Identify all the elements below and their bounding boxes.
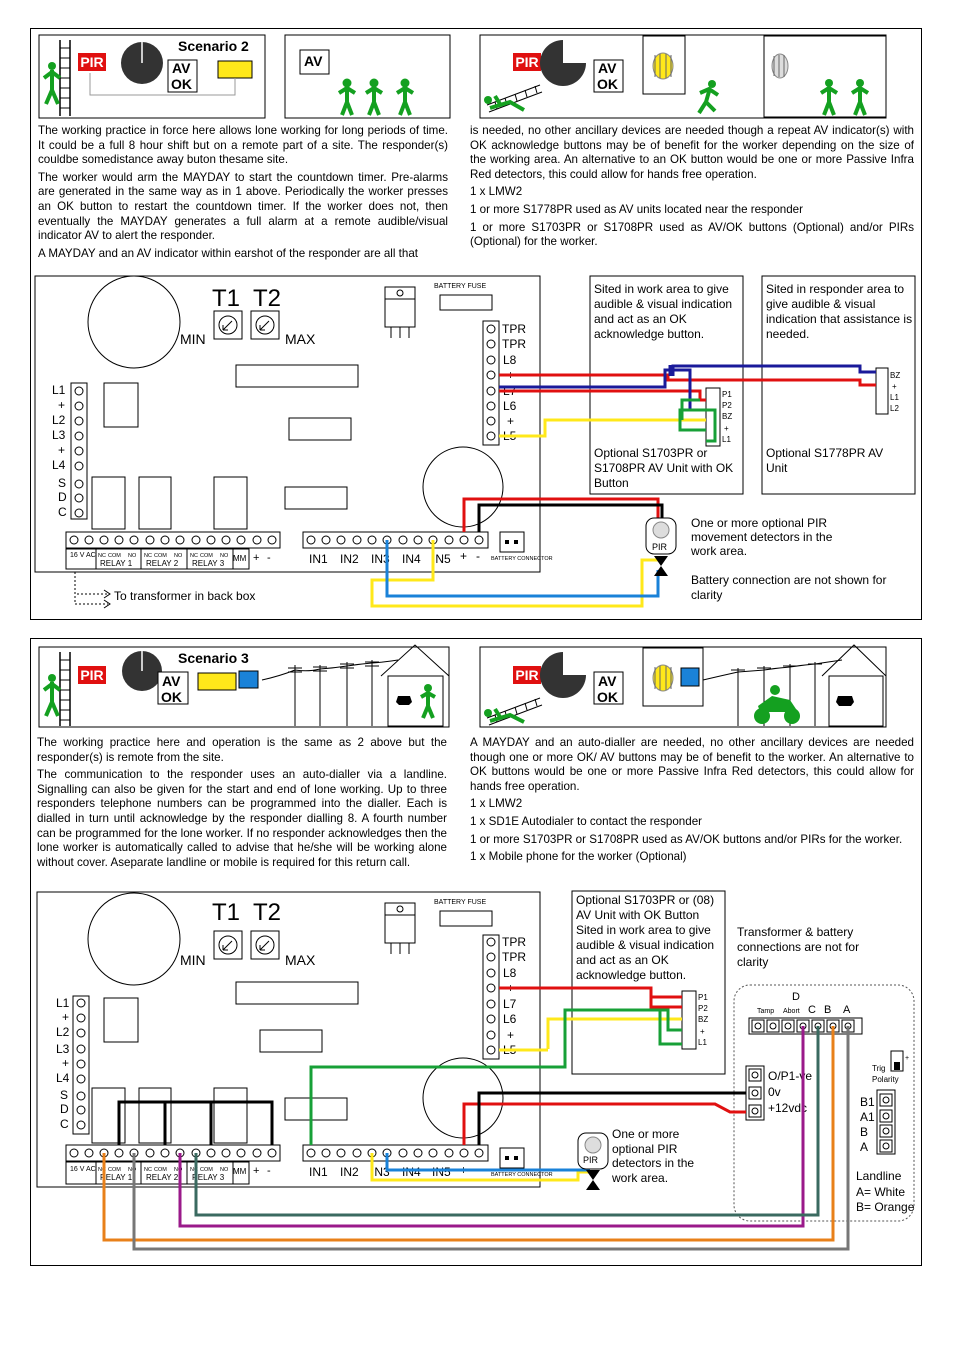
svg-text:NC: NC — [190, 1167, 198, 1173]
svg-text:IN4: IN4 — [402, 1165, 421, 1179]
svg-text:Trig: Trig — [872, 1064, 886, 1073]
s2-box1-caption: Optional S1703PR or S1708PR AV Unit with OK Button — [594, 446, 734, 490]
svg-text:B: B — [860, 1125, 869, 1139]
svg-text:COM: COM — [200, 553, 213, 559]
svg-text:NO: NO — [128, 1167, 137, 1173]
svg-text:Polarity: Polarity — [872, 1075, 899, 1084]
svg-text:IN3: IN3 — [371, 552, 390, 566]
svg-text:T1: T1 — [212, 285, 241, 312]
svg-text:RELAY 1: RELAY 1 — [100, 1173, 133, 1182]
svg-text:AV: AV — [598, 60, 617, 76]
svg-text:NC: NC — [144, 1167, 152, 1173]
s3-text-right: A MAYDAY and an auto-dialler are needed, no other ancillary devices are needed though one or more OK/ AV buttons may be of benefit to the worker. An alternative to OK buttons would be one or more Passive Infra Red detectors, this could allow for hands free operation. 1 x LMW2 1 x SD1E Autodialer to contact the responder 1 or more S1703PR or S1708PR used as AV/OK buttons and/or PIRs for the worker. 1 x Mobile phone for the worker (Optional) — [470, 736, 914, 864]
svg-text:IN1: IN1 — [309, 1165, 328, 1179]
svg-text:+: + — [507, 414, 515, 428]
svg-text:NC: NC — [98, 553, 106, 559]
svg-text:PIR: PIR — [515, 667, 539, 683]
svg-text:BATTERY FUSE: BATTERY FUSE — [434, 899, 487, 906]
svg-text:NO: NO — [174, 553, 183, 559]
s2-pir-note: One or more optional PIR movement detectors in the work area. — [691, 516, 833, 558]
svg-text:+: + — [507, 368, 515, 382]
svg-text:L4: L4 — [56, 1071, 70, 1085]
svg-text:+: + — [460, 1163, 468, 1177]
s3-text-left: The working practice here and operation is the same as 2 above but the responder(s) is remote from the site. The communication to the responder uses an auto-dialler via a landline. Signalling can also be given for the start and end of lone working. Up to three responders telephone numbers can be programmed into the dialler. Each is dialled in turn until acknowledge by the responder dialling 8. A fourth number can be programmed for the lone worker. If no responder acknowledges then the lone worker is automatically called to advise that he/she will be working alone without cover. Aseparate landline or mobile is required for this return call. — [37, 736, 447, 869]
svg-text:L7: L7 — [503, 384, 517, 398]
svg-text:L2: L2 — [890, 404, 899, 413]
svg-text:OK: OK — [161, 689, 182, 705]
svg-text:L3: L3 — [52, 428, 66, 442]
s2-text-left: The working practice in force here allows lone working for long periods of time. It could be a full 8 hour shift but on a remote part of a site. The responder(s) couldbe somedistance away buton thesame site. The worker would arm the MAYDAY to start the countdown timer. Pre-alarms are generated in the same way as in 1 above. Periodically the worker presses an OK button to restart the countdown timer. If the worker does not, then eventually the MAYDAY generates a full alarm at a remote audible/visual indicator AV to alert the responder. A MAYDAY and an AV indicator within earshot of the responder are all that — [38, 124, 448, 260]
svg-text:TPR: TPR — [502, 950, 526, 964]
svg-text:+: + — [892, 382, 897, 391]
svg-text:16 V AC: 16 V AC — [70, 552, 96, 559]
svg-text:L1: L1 — [698, 1038, 707, 1047]
s2-box2-caption: Optional S1778PR AV Unit — [766, 446, 884, 475]
svg-text:NO: NO — [128, 553, 137, 559]
svg-text:COM: COM — [108, 1167, 121, 1173]
svg-text:L5: L5 — [503, 429, 517, 443]
s2-battery-note: Battery connection are not shown for clarity — [691, 573, 887, 602]
pir-label: PIR — [80, 54, 104, 70]
svg-text:OK: OK — [597, 76, 618, 92]
svg-text:L8: L8 — [503, 966, 517, 980]
svg-text:D: D — [60, 1102, 69, 1116]
svg-text:AV: AV — [172, 60, 191, 76]
svg-text:COM: COM — [154, 553, 167, 559]
svg-text:O/P1-ve: O/P1-ve — [768, 1069, 813, 1083]
svg-text:BATTERY CONNECTOR: BATTERY CONNECTOR — [491, 1172, 553, 1178]
svg-text:T1: T1 — [212, 899, 241, 926]
svg-text:A1: A1 — [860, 1110, 875, 1124]
svg-text:COM: COM — [108, 553, 121, 559]
svg-text:NO: NO — [220, 1167, 229, 1173]
svg-text:C: C — [58, 505, 67, 519]
scenario-title: Scenario 2 — [178, 38, 249, 54]
svg-text:L7: L7 — [503, 997, 517, 1011]
s2-box2-text: Sited in responder area to give audible & visual indication that assistance is needed. — [766, 282, 913, 341]
svg-text:TPR: TPR — [502, 337, 526, 351]
svg-text:BZ: BZ — [698, 1015, 709, 1024]
svg-text:MAX: MAX — [285, 952, 316, 968]
svg-text:MIN: MIN — [180, 331, 206, 347]
svg-text:COM: COM — [154, 1167, 167, 1173]
svg-text:B1: B1 — [860, 1095, 875, 1109]
svg-text:A: A — [860, 1140, 869, 1154]
svg-text:D: D — [58, 490, 67, 504]
svg-text:MM: MM — [233, 1167, 247, 1176]
svg-text:S: S — [60, 1088, 69, 1102]
svg-text:L6: L6 — [503, 1012, 517, 1026]
svg-text:RELAY 3: RELAY 3 — [192, 1173, 225, 1182]
svg-text:+: + — [905, 1055, 910, 1062]
svg-text:AV: AV — [598, 673, 617, 689]
svg-text:NC: NC — [144, 553, 152, 559]
svg-text:PIR: PIR — [80, 667, 104, 683]
svg-text:B= Orange: B= Orange — [856, 1200, 915, 1214]
svg-text:NC: NC — [98, 1167, 106, 1173]
svg-text:-: - — [476, 549, 480, 563]
svg-text:C: C — [60, 1117, 69, 1131]
svg-text:IN3: IN3 — [371, 1165, 390, 1179]
svg-text:P2: P2 — [722, 401, 732, 410]
svg-text:C: C — [808, 1004, 816, 1016]
svg-text:BZ: BZ — [722, 412, 733, 421]
svg-text:P1: P1 — [698, 993, 708, 1002]
svg-text:OK: OK — [597, 689, 618, 705]
svg-text:IN1: IN1 — [309, 552, 328, 566]
svg-text:L5: L5 — [503, 1043, 517, 1057]
svg-text:L1: L1 — [52, 383, 66, 397]
svg-text:+: + — [724, 424, 729, 433]
svg-text:PIR: PIR — [652, 542, 668, 552]
svg-text:AV: AV — [304, 53, 323, 69]
svg-text:RELAY 3: RELAY 3 — [192, 559, 225, 568]
svg-text:L6: L6 — [503, 399, 517, 413]
svg-text:COM: COM — [200, 1167, 213, 1173]
svg-text:+: + — [253, 552, 260, 564]
svg-text:+: + — [62, 1056, 70, 1070]
svg-text:IN5: IN5 — [432, 1165, 451, 1179]
svg-text:+: + — [460, 549, 468, 563]
svg-text:-: - — [267, 1165, 271, 1177]
svg-text:MIN: MIN — [180, 952, 206, 968]
s3-box1-text: Optional S1703PR or (08) AV Unit with OK Button Sited in work area to give audible & visual indication and act as an OK acknowledge button. — [576, 893, 715, 982]
svg-text:Landline: Landline — [856, 1169, 902, 1183]
svg-text:Tamp: Tamp — [757, 1008, 775, 1015]
svg-text:IN4: IN4 — [402, 552, 421, 566]
svg-text:+: + — [253, 1165, 260, 1177]
s2-text-right: is needed, no other ancillary devices are needed though a repeat AV indicator(s) with OK acknowledge buttons may be of benefit for the worker depending on the size of the working area. An alternative to an OK button would be one or more Passive Infra Red detectors, this could allow for hands free operation. 1 x LMW2 1 or more S1778PR used as AV units located near the responder 1 or more S1703PR or S1708PR used as AV/OK buttons (Optional) and/or PIRs (Optional) for the worker. — [470, 124, 914, 249]
svg-text:TPR: TPR — [502, 322, 526, 336]
svg-text:L1: L1 — [890, 393, 899, 402]
svg-text:IN2: IN2 — [340, 1165, 359, 1179]
svg-text:RELAY 2: RELAY 2 — [146, 559, 179, 568]
s3-pir-note: One or more optional PIR detectors in the work area. — [612, 1127, 695, 1185]
svg-text:L2: L2 — [56, 1025, 70, 1039]
svg-text:T2: T2 — [253, 285, 282, 312]
svg-text:NC: NC — [190, 553, 198, 559]
svg-text:P2: P2 — [698, 1004, 708, 1013]
svg-text:D: D — [792, 991, 800, 1003]
svg-text:IN2: IN2 — [340, 552, 359, 566]
svg-text:0v: 0v — [768, 1085, 781, 1099]
svg-text:To transformer in back box: To transformer in back box — [114, 589, 256, 603]
svg-text:Scenario 3: Scenario 3 — [178, 650, 249, 666]
svg-text:MAX: MAX — [285, 331, 316, 347]
svg-text:BATTERY CONNECTOR: BATTERY CONNECTOR — [491, 556, 553, 562]
svg-text:+: + — [507, 1028, 515, 1042]
svg-text:T2: T2 — [253, 899, 282, 926]
svg-text:L3: L3 — [56, 1042, 70, 1056]
svg-text:+12vdc: +12vdc — [768, 1101, 808, 1115]
svg-text:+: + — [58, 398, 66, 412]
svg-text:L2: L2 — [52, 413, 66, 427]
s2-box1-text: Sited in work area to give audible & visual indication and act as an OK acknowledge button. — [594, 282, 733, 341]
svg-text:S: S — [58, 476, 67, 490]
svg-text:A: A — [843, 1004, 851, 1016]
svg-text:A= White: A= White — [856, 1185, 906, 1199]
svg-text:AV: AV — [162, 673, 181, 689]
svg-text:L4: L4 — [52, 458, 66, 472]
svg-text:+: + — [58, 443, 66, 457]
svg-text:MM: MM — [233, 554, 247, 563]
svg-text:+: + — [700, 1027, 705, 1036]
svg-text:BZ: BZ — [890, 371, 901, 380]
svg-text:BATTERY FUSE: BATTERY FUSE — [434, 283, 487, 290]
svg-text:L8: L8 — [503, 353, 517, 367]
svg-text:OK: OK — [171, 76, 192, 92]
svg-text:-: - — [476, 1163, 480, 1177]
svg-text:PIR: PIR — [583, 1155, 599, 1165]
pir-detector-icon-s3 — [578, 1133, 608, 1190]
svg-text:Abort: Abort — [783, 1008, 800, 1015]
svg-text:+: + — [507, 981, 515, 995]
svg-text:-: - — [267, 552, 271, 564]
s3-transformer-note: Transformer & battery connections are not for clarity — [737, 925, 860, 969]
svg-text:PIR: PIR — [515, 54, 539, 70]
svg-text:P1: P1 — [722, 390, 732, 399]
svg-text:RELAY 2: RELAY 2 — [146, 1173, 179, 1182]
svg-text:IN5: IN5 — [432, 552, 451, 566]
svg-text:TPR: TPR — [502, 935, 526, 949]
svg-text:NO: NO — [174, 1167, 183, 1173]
svg-text:L1: L1 — [722, 435, 731, 444]
svg-text:L1: L1 — [56, 996, 70, 1010]
svg-text:16 V AC: 16 V AC — [70, 1166, 96, 1173]
svg-text:+: + — [62, 1010, 70, 1024]
svg-text:B: B — [824, 1004, 832, 1016]
svg-text:RELAY 1: RELAY 1 — [100, 559, 133, 568]
svg-text:NO: NO — [220, 553, 229, 559]
